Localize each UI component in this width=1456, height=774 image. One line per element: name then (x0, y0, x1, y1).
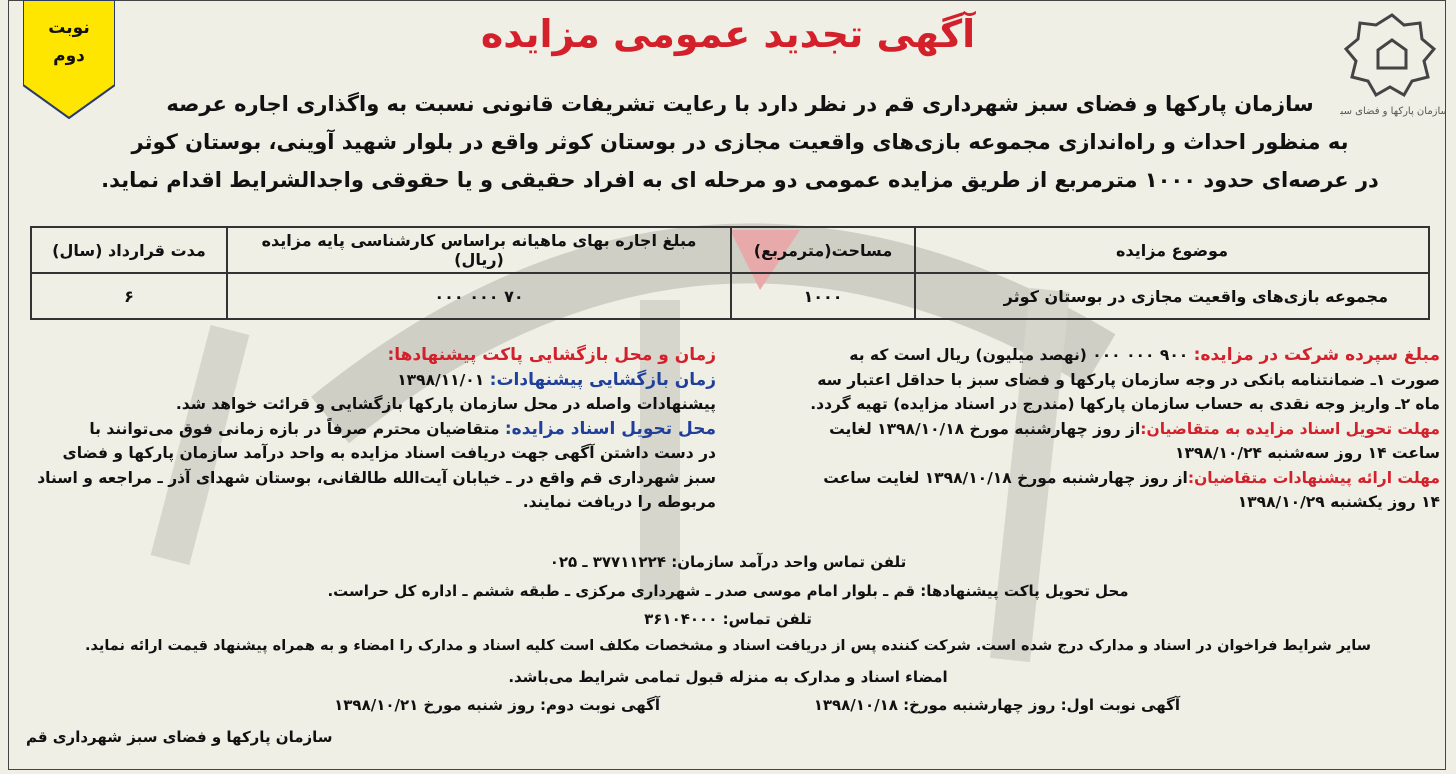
opening-time-value: ۱۳۹۸/۱۱/۰۱ (397, 370, 490, 389)
contact-phone: تلفن تماس: ۳۶۱۰۴۰۰۰ (644, 610, 812, 628)
header-area: مساحت(مترمربع) (731, 227, 915, 273)
delivery-text-1: متقاضیان محترم صرفاً در بازه زمانی فوق می‌توانند با (89, 419, 505, 438)
intro-line-2: به منظور احداث و راه‌اندازی مجموعه بازی‌های واقعیت مجازی در بوستان کوثر واقع در بلوار شهید آوینی، بوستان کوثر (131, 130, 1349, 154)
conditions-line-1: سایر شرایط فراخوان در اسناد و مدارک درج شده است. شرکت کننده پس از دریافت اسناد و مشخصات مکلف است کلیه اسناد و مدارک را امضاء و به همراه پیشنهاد قیمت ارائه نماید. (85, 638, 1371, 654)
second-notice-date: آگهی نوبت دوم: روز شنبه مورخ ۱۳۹۸/۱۰/۲۱ (334, 696, 660, 714)
left-column (37, 343, 716, 515)
svg-text:سازمان پارکها و فضای سبز: سازمان پارکها و فضای سبز (1340, 106, 1445, 117)
opening-heading: زمان و محل بازگشایی پاکت پیشنهادها: (387, 345, 716, 365)
conditions-line-2: امضاء اسناد و مدارک به منزله قبول تمامی شرایط می‌باشد. (508, 668, 948, 686)
header-duration: مدت قرارداد (سال) (31, 227, 227, 273)
offers-deadline-text: از روز چهارشنبه مورخ ۱۳۹۸/۱۰/۱۸ لغایت ساعت (823, 468, 1188, 487)
delivery-place: محل تحویل پاکت پیشنهادها: قم ـ بلوار امام موسی صدر ـ شهرداری مرکزی ـ طبقه ششم ـ اداره کل حراست. (327, 582, 1129, 600)
deposit-text-3: ماه ۲ـ واریز وجه نقدی به حساب سازمان پارکها (مندرج در اسناد مزایده) تهیه گردد. (810, 395, 1440, 413)
docs-deadline-text: از روز چهارشنبه مورخ ۱۳۹۸/۱۰/۱۸ لغایت (829, 419, 1141, 438)
delivery-label: محل تحویل اسناد مزایده: (504, 418, 716, 439)
delivery-text-2: در دست داشتن آگهی جهت دریافت اسناد مزایده به واحد درآمد سازمان پارکها و فضای (62, 444, 716, 462)
docs-deadline-label: مهلت تحویل اسناد مزایده به متقاضیان: (1140, 419, 1440, 438)
cell-price: ۷۰ ۰۰۰ ۰۰۰ (227, 273, 731, 319)
intro-line-3: در عرصه‌ای حدود ۱۰۰۰ مترمربع از طریق مزایده عمومی دو مرحله ای به افراد حقیقی و یا حقوقی واجدالشرایط اقدام نماید. (101, 168, 1379, 192)
cell-area: ۱۰۰۰ (731, 273, 915, 319)
offers-deadline-text-2: ۱۴ روز یکشنبه ۱۳۹۸/۱۰/۲۹ (1237, 493, 1440, 511)
header-price: مبلغ اجاره بهای ماهیانه براساس کارشناسی پایه مزایده (ریال) (227, 227, 731, 273)
deposit-text-2: صورت ۱ـ ضمانتنامه بانکی در وجه سازمان پارکها و فضای سبز با حداقل اعتبار سه (817, 370, 1440, 389)
delivery-text-4: مربوطه را دریافت نمایند. (522, 493, 716, 511)
opening-time-label: زمان بازگشایی پیشنهادات: (489, 369, 716, 390)
docs-deadline-text-2: ساعت ۱۴ روز سه‌شنبه ۱۳۹۸/۱۰/۲۴ (1174, 444, 1440, 462)
badge-line1: نوبت (48, 18, 90, 38)
delivery-text-3: سبز شهرداری قم واقع در ـ خیابان آیت‌الله طالقانی، بوستان شهدای آذر ـ مراجعه و اسناد (37, 468, 716, 487)
header-subject: موضوع مزایده (915, 227, 1429, 273)
cell-subject: مجموعه بازی‌های واقعیت مجازی در بوستان کوثر (915, 273, 1429, 319)
opening-text: پیشنهادات واصله در محل سازمان پارکها بازگشایی و قرائت خواهد شد. (175, 395, 716, 413)
intro-line-1: سازمان پارکها و فضای سبز شهرداری قم در نظر دارد با رعایت تشریفات قانونی نسبت به واگذاری اجاره عرصه (166, 92, 1314, 116)
table-row (31, 273, 1429, 319)
badge-line2: دوم (53, 46, 85, 66)
offers-deadline-label: مهلت ارائه پیشنهادات متقاضیان: (1187, 468, 1440, 487)
signature-organization: سازمان پارکها و فضای سبز شهرداری قم (26, 728, 333, 746)
table-header-row (31, 227, 1429, 273)
auction-table (30, 226, 1430, 320)
first-notice-date: آگهی نوبت اول: روز چهارشنبه مورخ: ۱۳۹۸/۱۰/۱۸ (813, 696, 1180, 714)
deposit-label: مبلغ سپرده شرکت در مزایده: (1193, 345, 1440, 365)
ad-title: آگهی تجدید عمومی مزایده (480, 12, 976, 56)
deposit-text: ۹۰۰ ۰۰۰ ۰۰۰ (نهصد میلیون) ریال است که به (849, 346, 1194, 364)
revenue-phone: تلفن تماس واحد درآمد سازمان: ۳۷۷۱۱۲۲۴ ـ ۰۲۵ (549, 553, 907, 571)
right-column (740, 343, 1440, 515)
cell-duration: ۶ (31, 273, 227, 319)
